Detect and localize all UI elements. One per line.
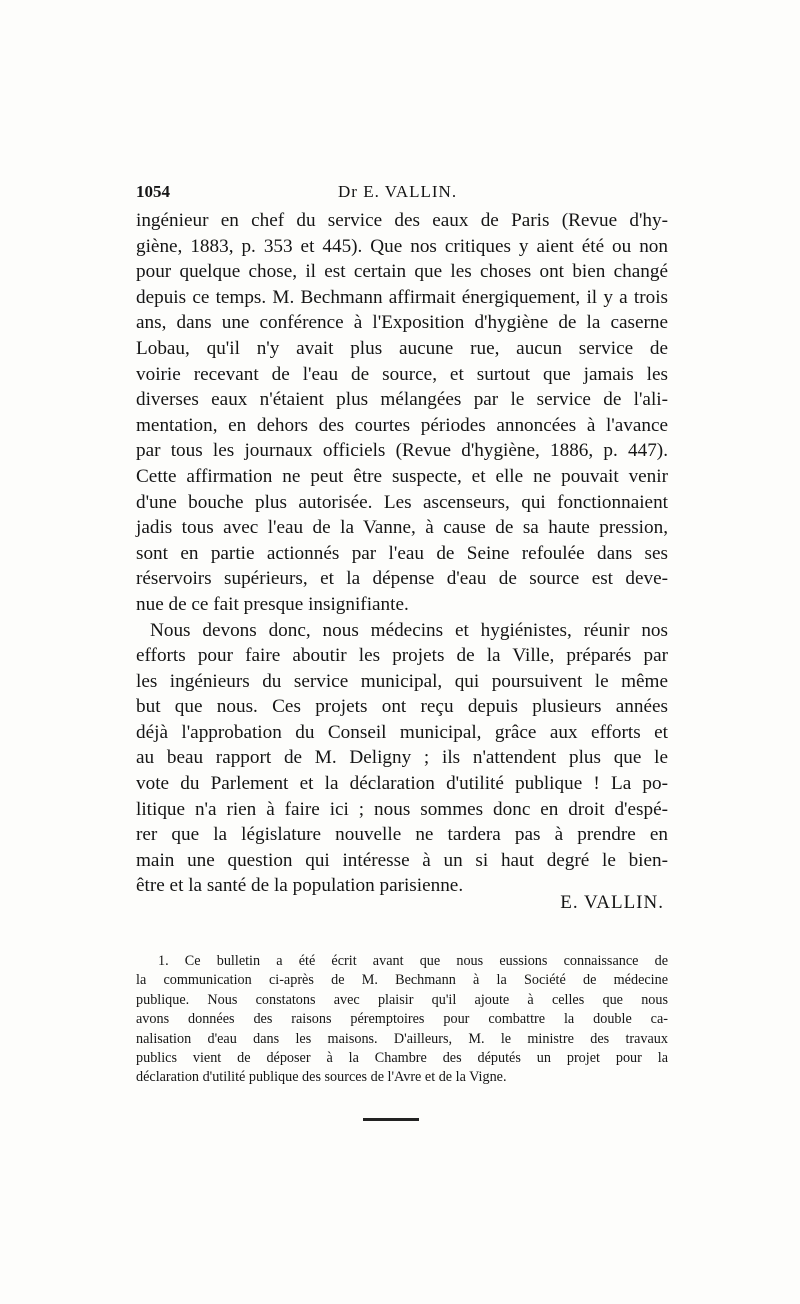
footnote-line: publique. Nous constatons avec plaisir qu'il ajoute à celles que nous	[136, 991, 668, 1008]
footnote-line: publics vient de déposer à la Chambre des députés un projet pour la	[136, 1049, 668, 1066]
footnote-line: nalisation d'eau dans les maisons. D'ailleurs, M. le ministre des travaux	[136, 1030, 668, 1047]
text-line: mentation, en dehors des courtes périodes annoncées à l'avance	[136, 414, 668, 436]
text-line: but que nous. Ces projets ont reçu depuis plusieurs années	[136, 696, 668, 718]
running-header	[136, 182, 664, 208]
text-line: efforts pour faire aboutir les projets de la Ville, préparés par	[136, 645, 668, 667]
text-line: être et la santé de la population parisienne.	[136, 875, 464, 897]
text-line: déjà l'approbation du Conseil municipal, grâce aux efforts et	[136, 721, 668, 743]
page-number: 1054	[136, 182, 170, 201]
text-line: les ingénieurs du service municipal, qui poursuivent le même	[136, 670, 668, 692]
author-signature: E. VALLIN.	[560, 892, 664, 913]
text-line: d'une bouche plus autorisée. Les ascenseurs, qui fonctionnaient	[136, 491, 668, 513]
text-line: par tous les journaux officiels (Revue d'hygiène, 1886, p. 447).	[136, 440, 668, 462]
text-line: vote du Parlement et la déclaration d'utilité publique ! La po-	[136, 773, 668, 795]
text-line: jadis tous avec l'eau de la Vanne, à cause de sa haute pression,	[136, 517, 668, 539]
text-line: réservoirs supérieurs, et la dépense d'eau de source est deve-	[136, 568, 668, 590]
footnote-line: déclaration d'utilité publique des sources de l'Avre et de la Vigne.	[136, 1069, 507, 1086]
text-line: pour quelque chose, il est certain que les choses ont bien changé	[136, 261, 668, 283]
text-line: ans, dans une conférence à l'Exposition d'hygiène de la caserne	[136, 312, 668, 334]
text-line: giène, 1883, p. 353 et 445). Que nos critiques y aient été ou non	[136, 235, 668, 257]
footnote-line: la communication ci-après de M. Bechmann à la Société de médecine	[136, 972, 668, 989]
text-line: Nous devons donc, nous médecins et hygiénistes, réunir nos	[150, 619, 668, 641]
text-line: rer que la législature nouvelle ne tardera pas à prendre en	[136, 824, 668, 846]
text-line: diverses eaux n'étaient plus mélangées par le service de l'ali-	[136, 389, 668, 411]
footnote	[136, 952, 668, 1088]
section-divider	[363, 1118, 419, 1121]
text-line: main une question qui intéresse à un si haut degré le bien-	[136, 849, 668, 871]
body-text	[136, 208, 668, 899]
footnote-line: avons données des raisons péremptoires pour combattre la double ca-	[136, 1011, 668, 1028]
text-line: Lobau, qu'il n'y avait plus aucune rue, aucun service de	[136, 337, 668, 359]
text-line: voirie recevant de l'eau de source, et surtout que jamais les	[136, 363, 668, 385]
running-title: Dr E. VALLIN.	[338, 182, 458, 201]
footnote-line: 1. Ce bulletin a été écrit avant que nous eussions connaissance de	[158, 953, 668, 969]
text-line: nue de ce fait presque insignifiante.	[136, 593, 409, 615]
text-line: litique n'a rien à faire ici ; nous sommes donc en droit d'espé-	[136, 798, 668, 820]
text-line: sont en partie actionnés par l'eau de Seine refoulée dans ses	[136, 542, 668, 564]
text-line: Cette affirmation ne peut être suspecte, et elle ne pouvait venir	[136, 465, 668, 487]
text-line: depuis ce temps. M. Bechmann affirmait énergiquement, il y a trois	[136, 286, 668, 308]
text-line: au beau rapport de M. Deligny ; ils n'attendent plus que le	[136, 747, 668, 769]
text-line: ingénieur en chef du service des eaux de Paris (Revue d'hy-	[136, 210, 668, 231]
